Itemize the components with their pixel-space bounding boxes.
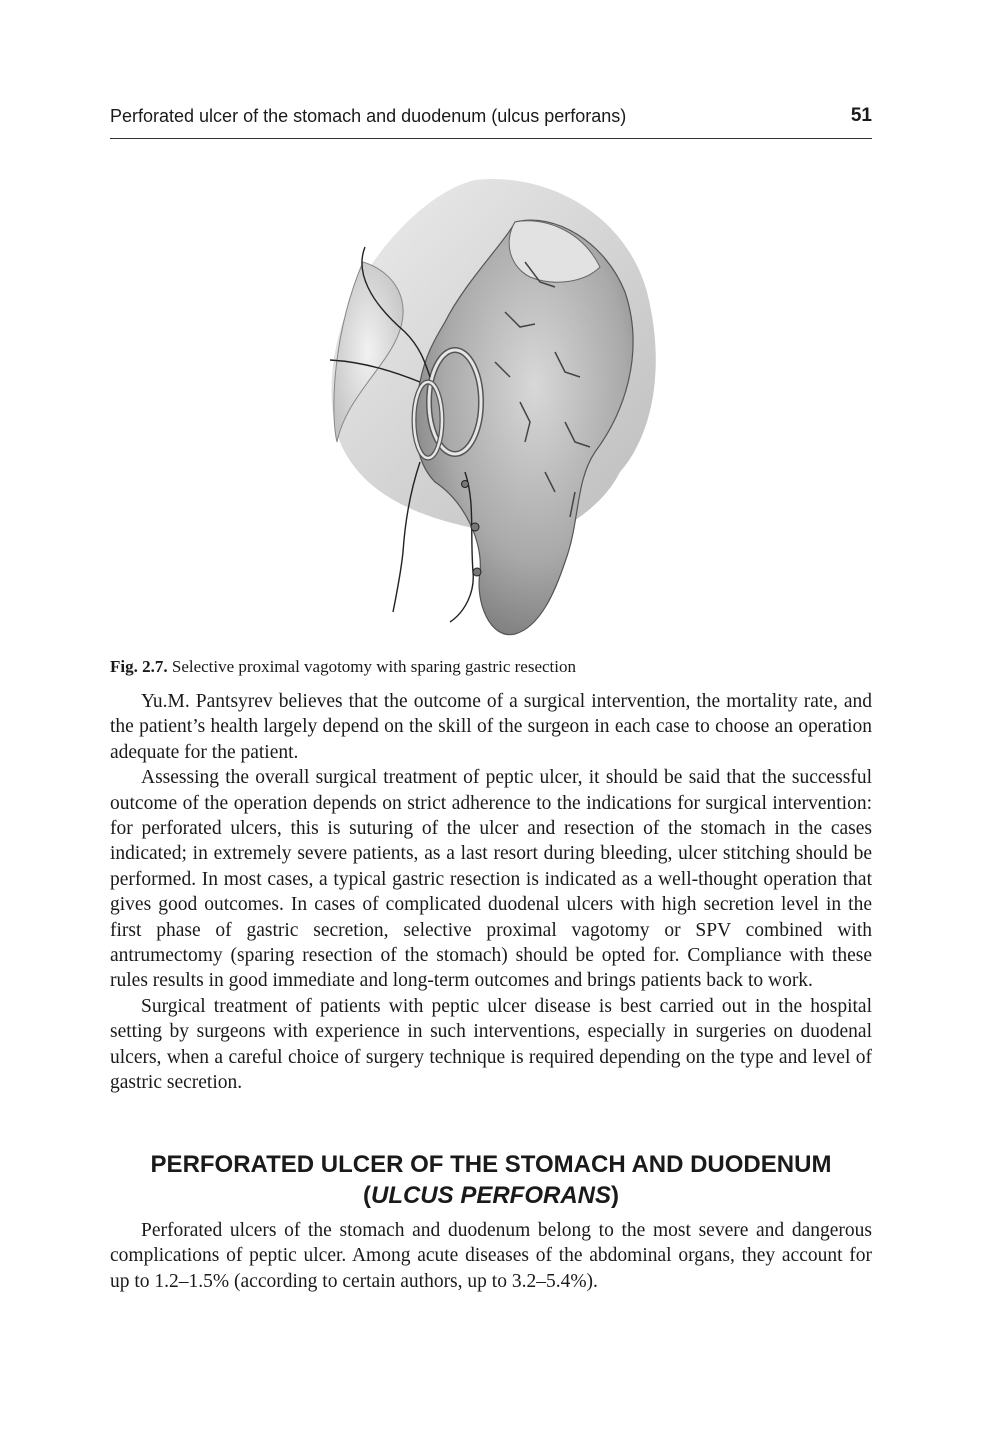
section-heading-line2: (ULCUS PERFORANS) (362, 1182, 619, 1209)
suture-knot (462, 481, 469, 488)
suture-knot (471, 523, 479, 531)
paragraph: Perforated ulcers of the stomach and duodenum belong to the most severe and dangerous complications of peptic ulcer. Among acute diseases of the abdominal organs, they account for up to 1.2–1.5% (according to certain authors, up to 3.2–5.4%). (110, 1220, 872, 1292)
suture-knot (473, 568, 481, 576)
body-text-bottom (110, 1218, 872, 1294)
surgical-illustration (325, 172, 665, 642)
section-heading-latin: ULCUS PERFORANS (370, 1182, 611, 1209)
body-text-top (110, 689, 872, 1096)
page-number: 51 (850, 105, 872, 126)
figure-caption-text: Selective proximal vagotomy with sparing gastric resection (171, 657, 576, 676)
section-heading (110, 1149, 872, 1211)
running-header (110, 104, 872, 139)
running-title: Perforated ulcer of the stomach and duodenum (ulcus perforans) (110, 106, 627, 126)
paragraph: Surgical treatment of patients with peptic ulcer disease is best carried out in the hospital setting by surgeons with experience in such interventions, especially in surgeries on duodenal ulcers, when a careful choice of surgery technique is required depending on the type and level of gastric secretion. (110, 995, 872, 1094)
figure-caption (110, 657, 872, 677)
paragraph: Yu.M. Pantsyrev believes that the outcome of a surgical intervention, the mortality rate, and the patient’s health largely depend on the skill of the surgeon in each case to choose an operation adequate for the patient. (110, 691, 872, 763)
figure-label: Fig. 2.7. (110, 657, 168, 676)
paragraph: Assessing the overall surgical treatment of peptic ulcer, it should be said that the successful outcome of the operation depends on strict adherence to the indications for surgical intervention: for perforated ulcers, this is suturing of the ulcer and resection of the stomach in the cases indicated; in extremely severe patients, as a last resort during bleeding, ulcer stitching should be performed. In most cases, a typical gastric resection is indicated as a well-thought operation that gives good outcomes. In cases of complicated duodenal ulcers with high secretion level in the first phase of gastric secretion, selective proximal vagotomy or SPV combined with antrumectomy (sparing resection of the stomach) should be opted for. Compliance with these rules results in good immediate and long-term outcomes and brings patients back to work. (110, 767, 872, 992)
section-heading-line1: PERFORATED ULCER OF THE STOMACH AND DUODENUM (150, 1151, 832, 1178)
